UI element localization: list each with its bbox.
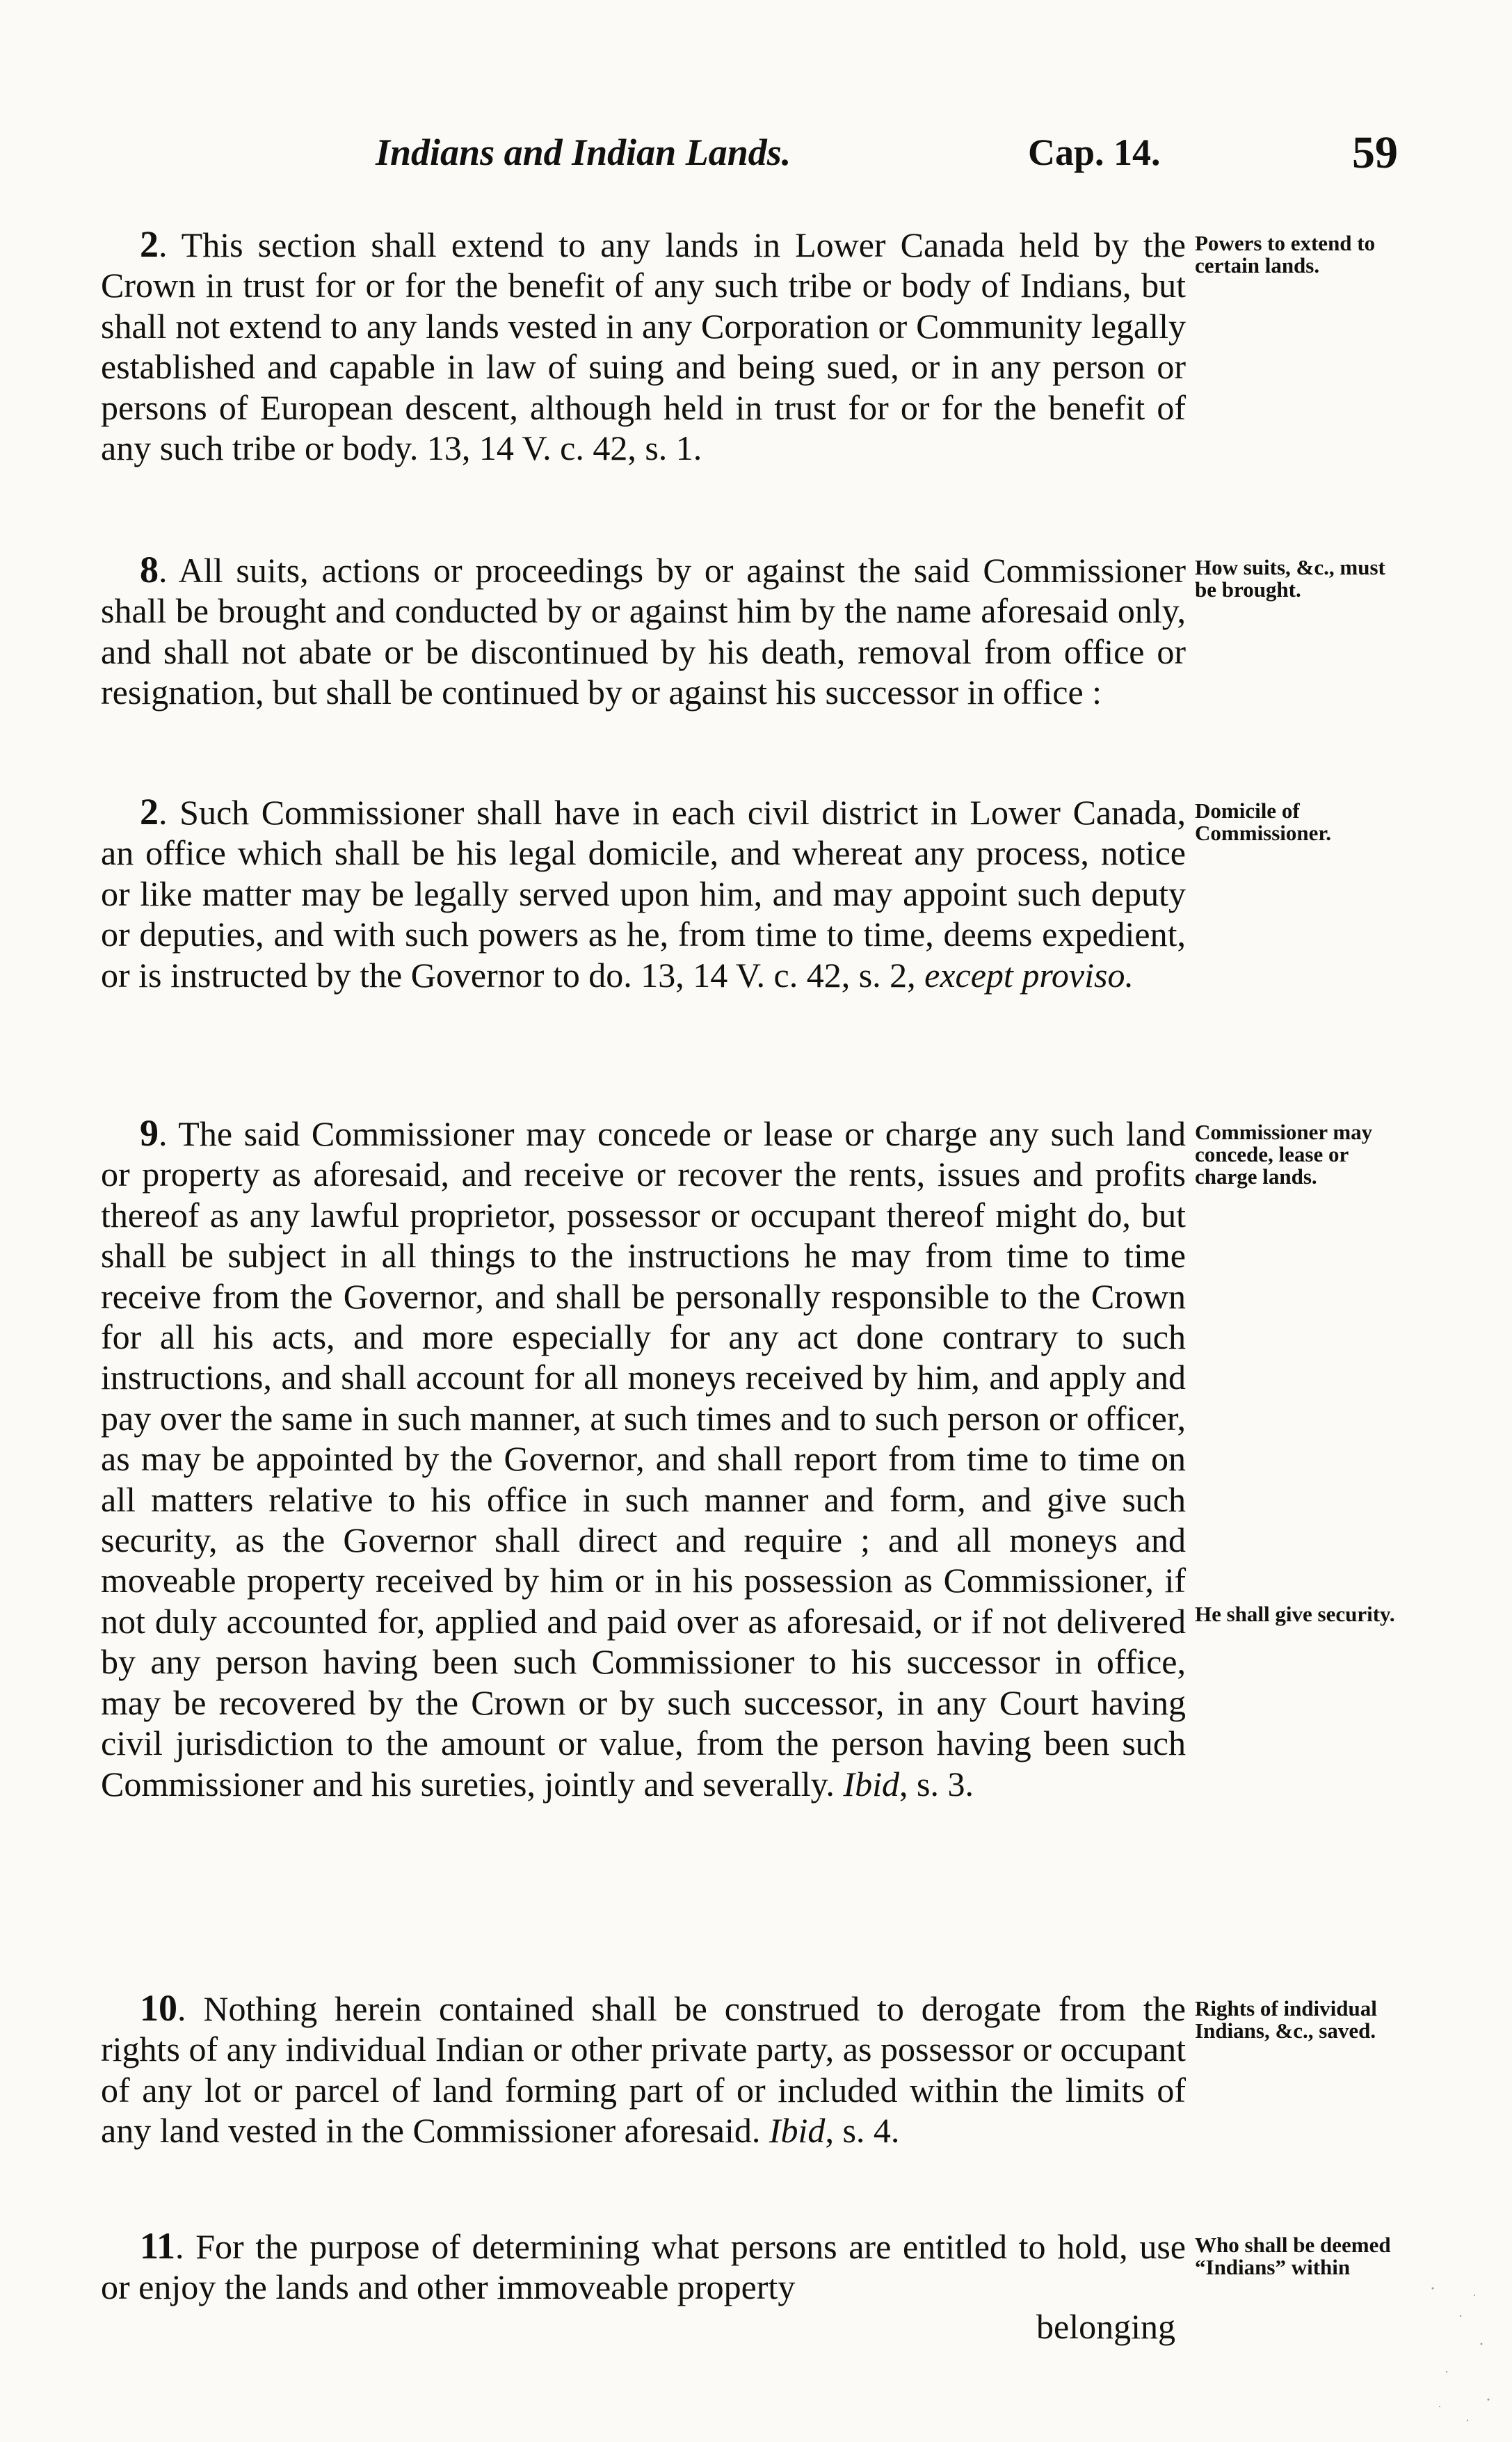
paragraph-body: . All suits, actions or proceedings by or against the said Commissioner shall be brought and conducted by or against him by the name aforesaid only, and shall not abate or be discontinued by his death, removal from office or resignation, but shall be continued by or against his successor in office : <box>101 551 1186 712</box>
paragraph-body: . The said Commissioner may concede or lease or charge any such land or property as aforesaid, and receive or recover the rents, issues and profits thereof as any lawful proprietor, possessor or occupant thereof might do, but shall be subject in all things to the instructions he may from time to time receive from the Governor, and shall be personally responsible to the Crown for all his acts, and more especially for any act done contrary to such instructions, and shall account for all moneys received by him, and apply and pay over the same in such manner, at such times and to such person or officer, as may be appointed by the Governor, and shall report from time to time on all matters relative to his office in such manner and form, and give such security, as the Governor shall direct and require ; and all moneys and moveable property received by him or in his possession as Commissioner, if not duly accounted for, applied and paid over as aforesaid, or if not delivered by any person having been such Commissioner to his successor in office, may be recovered by the Crown or by such successor, in any Court having civil jurisdiction to the amount or value, from the person having been such Commissioner and his sureties, jointly and severally. <box>101 1114 1186 1804</box>
section-number: 10 <box>140 1987 177 2029</box>
running-title: Indians and Indian Lands. <box>376 131 791 173</box>
section-number: 2 <box>140 223 159 265</box>
paragraph-subsection-2-domicile <box>101 792 1186 995</box>
paragraph-section-11-purpose <box>101 2226 1186 2308</box>
margin-note-powers: Powers to extend to certain lands. <box>1195 231 1376 278</box>
paragraph-text <box>101 792 1186 995</box>
citation-italic: except proviso. <box>924 955 1134 995</box>
paragraph-body: . For the purpose of determining what persons are entitled to hold, use or enjoy the lands and other immoveable property <box>101 2227 1186 2307</box>
paragraph-text <box>101 1988 1186 2151</box>
paragraph-body: . Nothing herein contained shall be construed to derogate from the rights of any individual Indian or other private party, as possessor or occupant of any lot or parcel of land forming part of or included within the limits of any land vested in the Commissioner aforesaid. <box>101 1989 1186 2151</box>
page-number: 59 <box>1352 127 1398 178</box>
citation-tail: , s. 4. <box>825 2111 900 2151</box>
catchword: belonging <box>1036 2307 1175 2346</box>
paper-specks <box>1419 2267 1502 2434</box>
paragraph-section-9-commissioner <box>101 1113 1186 1804</box>
paragraph-section-10-rights <box>101 1988 1186 2151</box>
paragraph-text <box>101 1113 1186 1804</box>
citation-tail: , s. 3. <box>899 1764 974 1804</box>
paragraph-subsection-2-lands <box>101 224 1186 468</box>
paragraph-text <box>101 224 1186 468</box>
paragraph-text <box>101 2226 1186 2308</box>
margin-note-security: He shall give security. <box>1195 1602 1395 1626</box>
chapter-label: Cap. 14. <box>1028 131 1161 173</box>
section-number: 11 <box>140 2225 176 2267</box>
section-number: 2 <box>140 791 159 833</box>
margin-note-indians: Who shall be deemed “Indians” within <box>1195 2233 1391 2279</box>
margin-note-rights: Rights of individual Indians, &c., saved. <box>1195 1996 1377 2043</box>
citation-italic: Ibid <box>843 1764 899 1804</box>
margin-note-concede: Commissioner may concede, lease or charge lands. <box>1195 1120 1373 1189</box>
paragraph-body: . This section shall extend to any lands in Lower Canada held by the Crown in trust for or for the benefit of any such tribe or body of Indians, but shall not extend to any lands vested in any Corporation or Community legally established and capable in law of suing and being sued, or in any person or persons of European descent, although held in trust for or for the benefit of any such tribe or body. 13, 14 V. c. 42, s. 1. <box>101 225 1186 468</box>
citation-italic: Ibid <box>769 2111 826 2151</box>
paragraph-body: . Such Commissioner shall have in each civil district in Lower Canada, an office which shall be his legal domicile, and whereat any process, notice or like matter may be legally served upon him, and may appoint such deputy or deputies, and with such powers as he, from time to time, deems expedient, or is instructed by the Governor to do. 13, 14 V. c. 42, s. 2, <box>101 793 1186 995</box>
section-number: 9 <box>140 1112 159 1154</box>
running-header <box>104 127 1426 186</box>
margin-note-domicile: Domicile of Commissioner. <box>1195 798 1332 845</box>
paragraph-text <box>101 549 1186 713</box>
margin-note-suits: How suits, &c., must be brought. <box>1195 555 1385 602</box>
paragraph-section-8-suits <box>101 549 1186 713</box>
section-number: 8 <box>140 549 159 591</box>
